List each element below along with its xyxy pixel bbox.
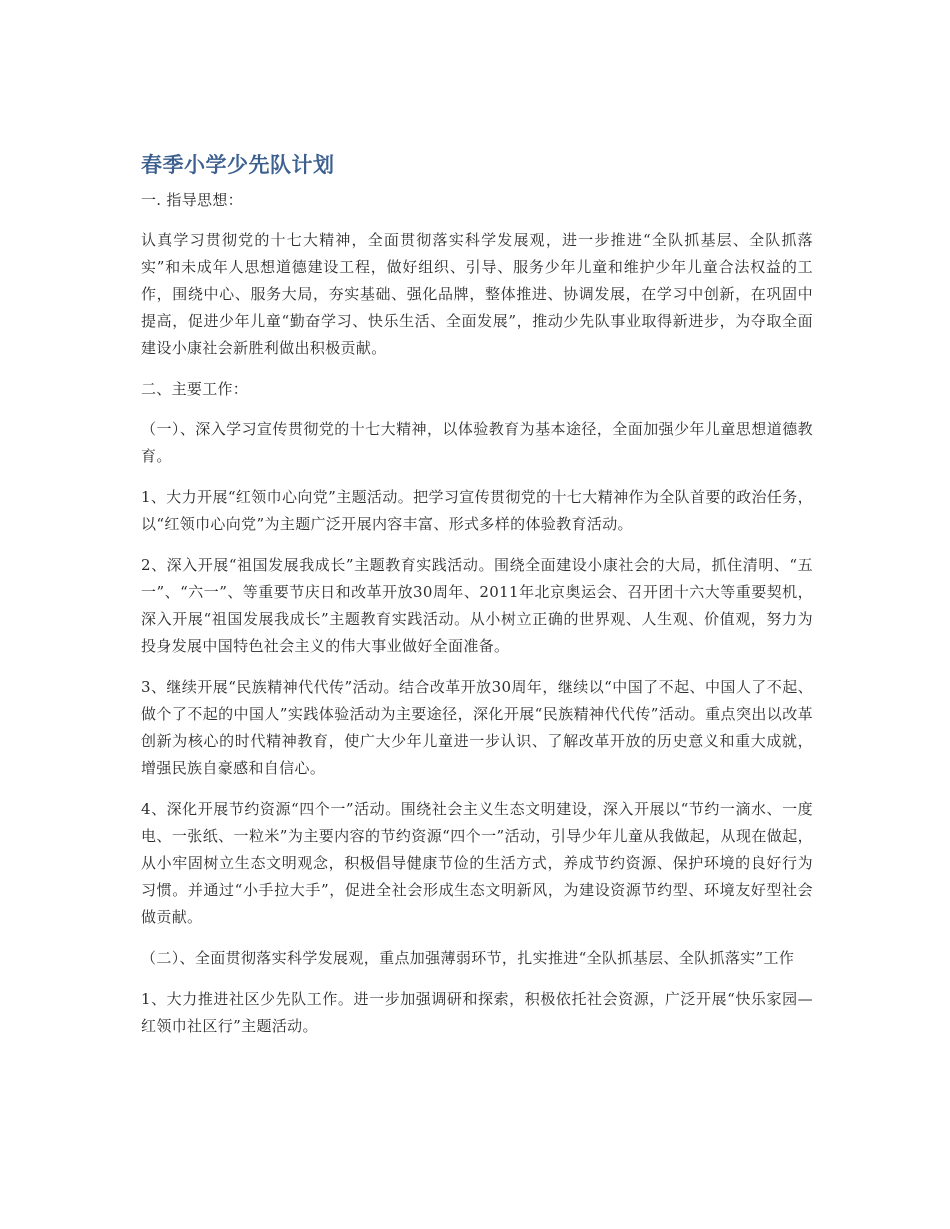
paragraph-item-2-1: 1、大力推进社区少先队工作。进一步加强调研和探索，积极依托社会资源，广泛开展“快乐家园—红领巾社区行”主题活动。 xyxy=(141,990,813,1035)
paragraph-guiding-ideology: 认真学习贯彻党的十七大精神，全面贯彻落实科学发展观，进一步推进“全队抓基层、全队抓落实”和未成年人思想道德建设工程，做好组织、引导、服务少年儿童和维护少年儿童合法权益的工作，围绕中心、服务大局，夯实基础、强化品牌，整体推进、协调发展，在学习中创新，在巩固中提高，促进少年儿童“勤奋学习、快乐生活、全面发展”，推动少先队事业取得新进步，为夺取全面建设小康社会新胜利做出积极贡献。 xyxy=(141,231,813,357)
paragraph-item-1-4: 4、深化开展节约资源“四个一”活动。围绕社会主义生态文明建设，深入开展以“节约一滴水、一度电、一张纸、一粒米”为主要内容的节约资源“四个一”活动，引导少年儿童从我做起，从现在做起，从小牢固树立生态文明观念，积极倡导健康节俭的生活方式，养成节约资源、保护环境的良好行为习惯。并通过“小手拉大手”，促进全社会形成生态文明新风，为建设资源节约型、环境友好型社会做贡献。 xyxy=(141,800,813,926)
section-heading-main-work: 二、主要工作： xyxy=(141,380,249,398)
subsection-heading-2: （二）、全面贯彻落实科学发展观，重点加强薄弱环节，扎实推进“全队抓基层、全队抓落实”工作 xyxy=(141,949,795,967)
paragraph-item-1-1: 1、大力开展“红领巾心向党”主题活动。把学习宣传贯彻党的十七大精神作为全队首要的政治任务，以“红领巾心向党”为主题广泛开展内容丰富、形式多样的体验教育活动。 xyxy=(141,488,813,533)
document-page xyxy=(141,148,813,1054)
section-heading-guiding-ideology: 一. 指导思想： xyxy=(141,191,243,209)
subsection-heading-1: （一）、深入学习宣传贯彻党的十七大精神，以体验教育为基本途径，全面加强少年儿童思想道德教育。 xyxy=(141,420,813,465)
document-title: 春季小学少先队计划 xyxy=(141,153,335,177)
paragraph-item-1-2: 2、深入开展“祖国发展我成长”主题教育实践活动。围绕全面建设小康社会的大局，抓住清明、“五一”、“六一”、等重要节庆日和改革开放30周年、2011年北京奥运会、召开团十六大等重要契机，深入开展“祖国发展我成长”主题教育实践活动。从小树立正确的世界观、人生观、价值观，努力为投身发展中国特色社会主义的伟大事业做好全面准备。 xyxy=(141,556,813,655)
paragraph-item-1-3: 3、继续开展“民族精神代代传”活动。结合改革开放30周年，继续以“中国了不起、中国人了不起、做个了不起的中国人”实践体验活动为主要途径，深化开展“民族精神代代传”活动。重点突出以改革创新为核心的时代精神教育，使广大少年儿童进一步认识、了解改革开放的历史意义和重大成就，增强民族自豪感和自信心。 xyxy=(141,678,813,777)
